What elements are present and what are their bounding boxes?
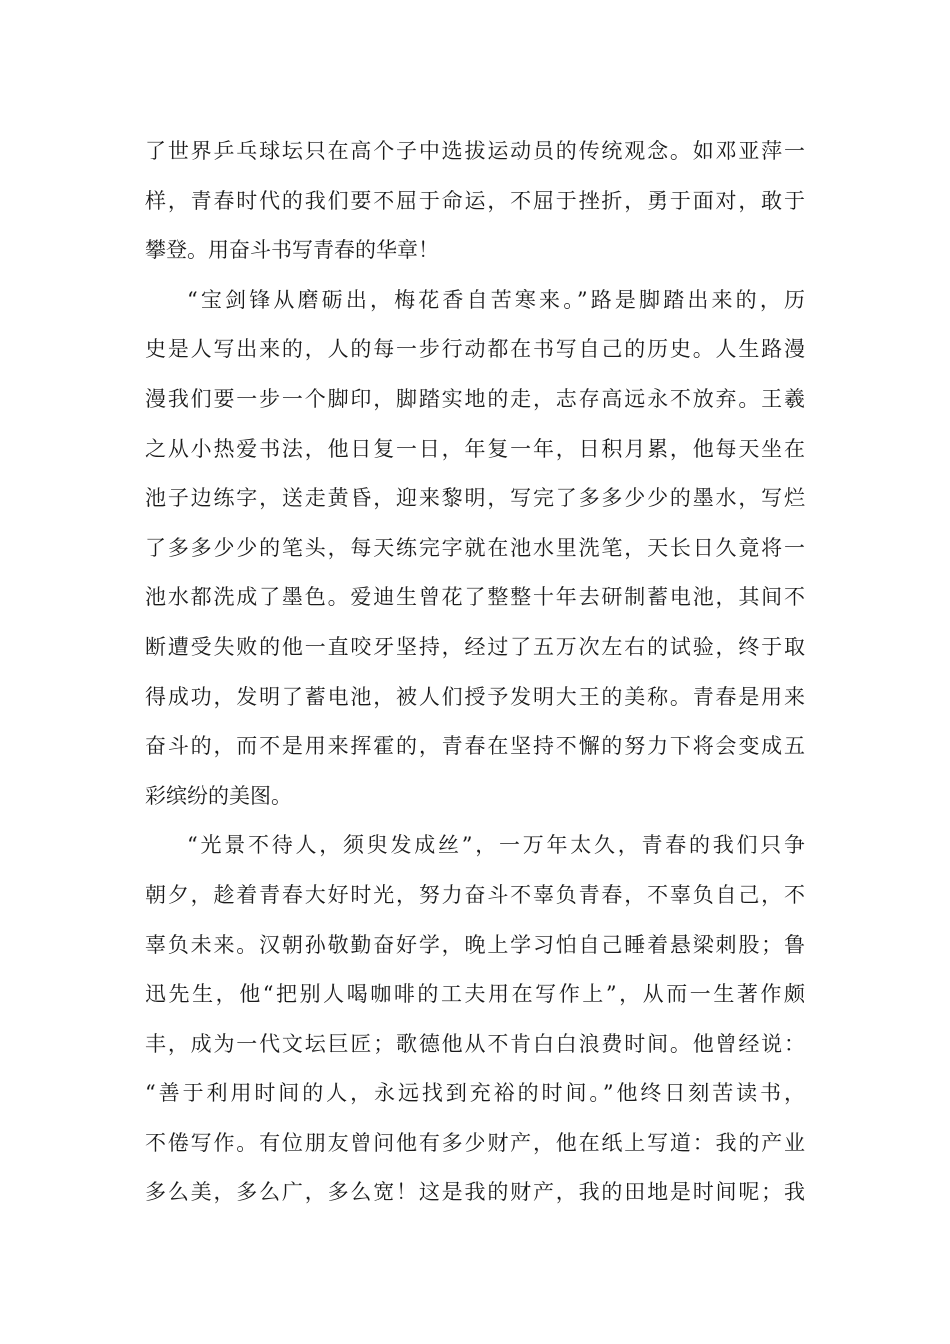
text-line: “宝剑锋从磨砺出，梅花香自苦寒来。”路是脚踏出来的，历 xyxy=(187,287,805,312)
text-line: 断遭受失败的他一直咬牙坚持，经过了五万次左右的试验，终于取 xyxy=(145,634,805,659)
text-line: 之从小热爱书法，他日复一日，年复一年，日积月累，他每天坐在 xyxy=(145,436,805,461)
text-line: 样，青春时代的我们要不屈于命运，不屈于挫折，勇于面对，敢于 xyxy=(145,188,805,213)
text-line: 了多多少少的笔头，每天练完字就在池水里洗笔，天长日久竟将一 xyxy=(145,535,805,560)
text-line: 奋斗的，而不是用来挥霍的，青春在坚持不懈的努力下将会变成五 xyxy=(145,734,805,759)
text-line: 史是人写出来的，人的每一步行动都在书写自己的历史。人生路漫 xyxy=(145,337,805,362)
text-line: 漫我们要一步一个脚印，脚踏实地的走，志存高远永不放弃。王羲 xyxy=(145,386,805,411)
text-line: 得成功，发明了蓄电池，被人们授予发明大王的美称。青春是用来 xyxy=(145,684,805,709)
text-line: 多么美，多么广，多么宽！这是我的财产，我的田地是时间呢；我 xyxy=(145,1180,805,1205)
body-text xyxy=(145,127,805,1218)
text-line: 朝夕，趁着青春大好时光，努力奋斗不辜负青春，不辜负自己，不 xyxy=(145,882,805,907)
text-line: 辜负未来。汉朝孙敬勤奋好学，晚上学习怕自己睡着悬梁刺股；鲁 xyxy=(145,932,805,957)
text-line: 池子边练字，送走黄昏，迎来黎明，写完了多多少少的墨水，写烂 xyxy=(145,486,805,511)
text-line: “善于利用时间的人，永远找到充裕的时间。”他终日刻苦读书， xyxy=(145,1081,805,1106)
text-line: 了世界乒乓球坛只在高个子中选拔运动员的传统观念。如邓亚萍一 xyxy=(145,139,805,163)
text-line: 彩缤纷的美图。 xyxy=(145,783,292,808)
text-line: “光景不待人，须臾发成丝”，一万年太久，青春的我们只争 xyxy=(187,833,805,858)
text-line: 丰，成为一代文坛巨匠；歌德他从不肯白白浪费时间。他曾经说： xyxy=(145,1031,805,1056)
text-line: 攀登。用奋斗书写青春的华章！ xyxy=(145,238,439,263)
text-line: 不倦写作。有位朋友曾问他有多少财产，他在纸上写道：我的产业 xyxy=(145,1130,805,1155)
text-line: 迅先生，他“把别人喝咖啡的工夫用在写作上”，从而一生著作颇 xyxy=(145,982,805,1007)
text-line: 池水都洗成了墨色。爱迪生曾花了整整十年去研制蓄电池，其间不 xyxy=(145,585,805,610)
